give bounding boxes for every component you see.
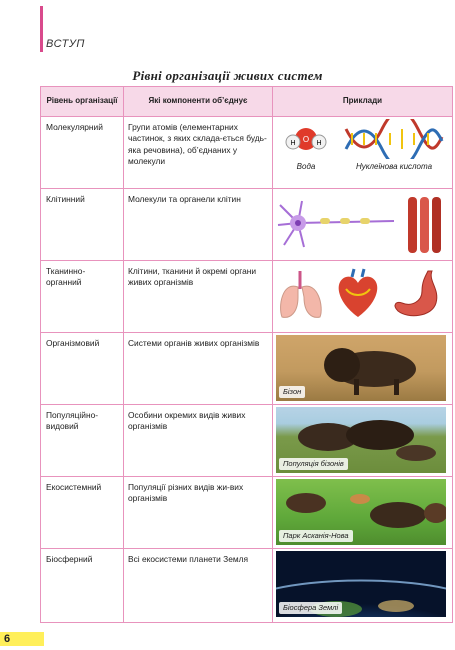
heart-icon [332,267,384,321]
table-row [41,189,453,261]
components-cell: Всі екосистеми планети Земля [124,549,273,623]
section-accent-bar [40,6,43,52]
examples-cell [273,405,453,477]
level-cell: Популяційно-видовий [41,405,124,477]
stomach-icon [388,267,446,321]
components-cell: Групи атомів (елементарних частинок, з яких склада-ється будь-яка речовина), об’єднаних у молекули [124,117,273,189]
level-cell: Біосферний [41,549,124,623]
atom-label: O [302,135,310,144]
askania-nova-photo [276,479,446,545]
levels-table [40,86,453,623]
caption: Парк Асканія-Нова [279,530,353,542]
caption: Бізон [279,386,305,398]
table-row [41,477,453,549]
examples-cell [273,333,453,405]
bison-photo [276,335,446,401]
bison-population-photo [276,407,446,473]
table-row [41,405,453,477]
components-cell: Молекули та органели клітин [124,189,273,261]
level-cell: Організмовий [41,333,124,405]
caption: Біосфера Землі [279,602,342,614]
examples-cell [273,477,453,549]
table-row [41,333,453,405]
caption: Нуклеїнова кислота [355,162,433,172]
level-cell: Екосистемний [41,477,124,549]
components-cell: Особини окремих видів живих організмів [124,405,273,477]
header-examples: Приклади [273,87,453,117]
level-cell: Тканинно-органний [41,261,124,333]
table-row [41,117,453,189]
dna-example [342,119,446,173]
dna-helix-icon [344,119,444,159]
examples-cell [273,117,453,189]
components-cell: Системи органів живих організмів [124,333,273,405]
page-number: 6 [0,632,44,646]
components-cell: Клітини, тканини й окремі органи живих організмів [124,261,273,333]
page-title: Рівні організації живих систем [132,68,323,83]
level-cell: Молекулярний [41,117,124,189]
level-cell: Клітинний [41,189,124,261]
caption: Вода [296,162,316,172]
header-level: Рівень організації [41,87,124,117]
atom-label: H [316,140,322,147]
caption: Популяція бізонів [279,458,348,470]
examples-cell [273,261,453,333]
atom-label: H [290,140,296,147]
neuron-icon [276,195,398,253]
section-label: ВСТУП [46,38,85,50]
examples-cell [273,189,453,261]
water-molecule-icon [278,119,334,159]
table-row [41,549,453,623]
water-molecule-example [276,119,336,173]
components-cell: Популяції різних видів жи-вих організмів [124,477,273,549]
earth-biosphere-photo [276,551,446,617]
table-row [41,261,453,333]
lungs-icon [276,267,328,321]
examples-cell [273,549,453,623]
table-header-row [41,87,453,117]
muscle-fibers-icon [404,195,444,255]
header-components: Які компоненти об’єднує [124,87,273,117]
